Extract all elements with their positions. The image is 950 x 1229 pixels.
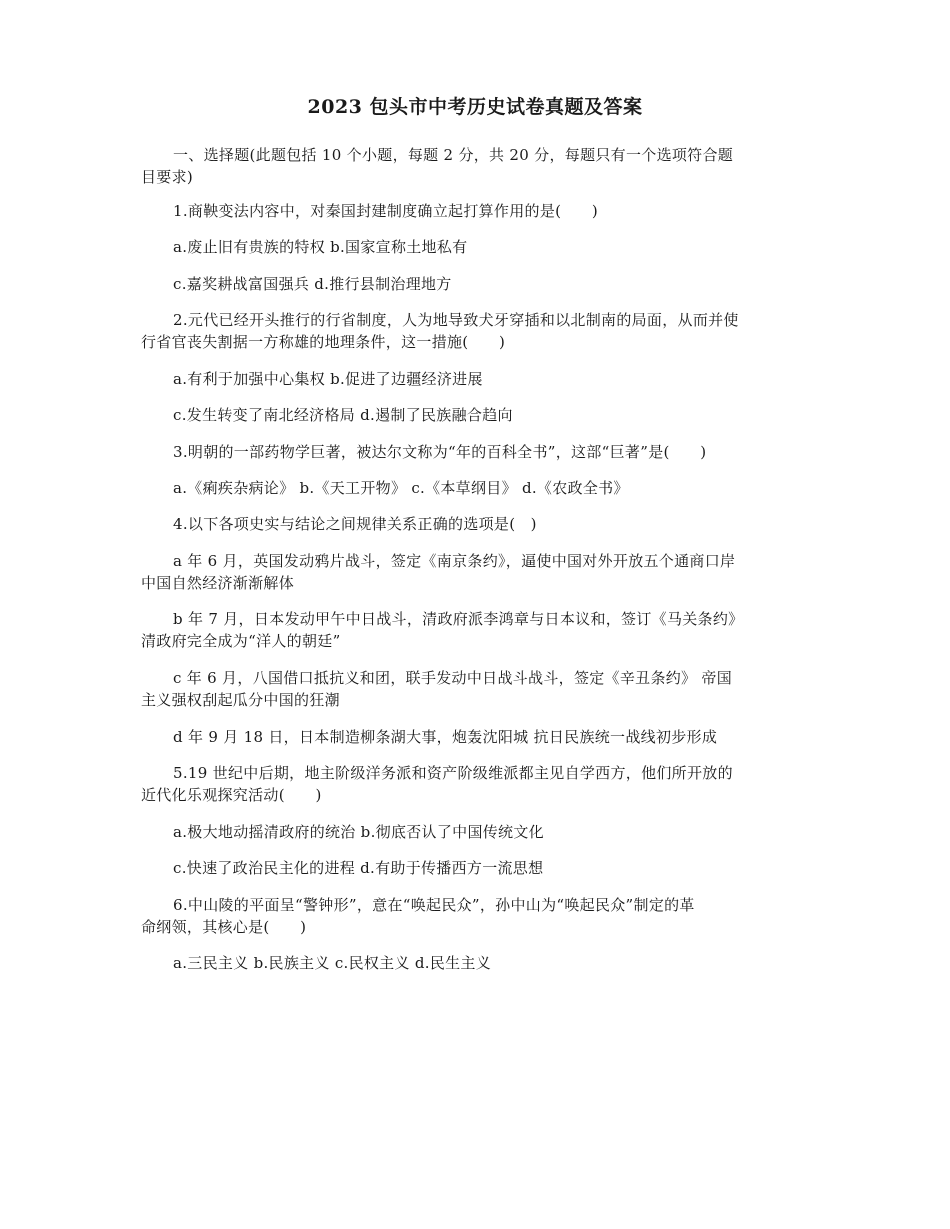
question-3-options: a.《痢疾杂病论》 b.《天工开物》 c.《本草纲目》 d.《农政全书》 (173, 479, 629, 497)
question-2-stem-line-2: 行省官丧失割据一方称雄的地理条件，这一措施( ) (141, 333, 506, 351)
question-5-stem-line-2: 近代化乐观探究活动( ) (141, 786, 322, 804)
question-5-stem-line-1: 5.19 世纪中后期，地主阶级洋务派和资产阶级维派都主见自学西方，他们所开放的 (173, 764, 733, 782)
question-5-stem (141, 762, 809, 806)
question-4-option-a-line-2: 中国自然经济渐渐解体 (141, 574, 295, 592)
question-4-option-c-line-1: c 年 6 月，八国借口抵抗义和团，联手发动中日战斗战斗，签定《辛丑条约》 帝国 (173, 669, 733, 687)
question-4-option-b (141, 608, 809, 652)
question-4-option-d: d 年 9 月 18 日，日本制造柳条湖大事，炮轰沈阳城 抗日民族统一战线初步形成 (173, 728, 718, 746)
question-4-option-a (141, 550, 809, 594)
question-6-stem (141, 894, 809, 938)
section-heading (141, 144, 809, 188)
question-4-option-a-line-1: a 年 6 月，英国发动鸦片战斗，签定《南京条约》，逼使中国对外开放五个通商口岸 (173, 552, 736, 570)
question-4-option-c (141, 667, 809, 711)
question-4-option-b-line-1: b 年 7 月，日本发动甲午中日战斗，清政府派李鸿章与日本议和，签订《马关条约》 (173, 610, 744, 628)
question-1-options-ab: a.废止旧有贵族的特权 b.国家宣称土地私有 (173, 238, 468, 256)
document-title: 2023 包头市中考历史试卷真题及答案 (307, 96, 643, 118)
question-3-stem: 3.明朝的一部药物学巨著，被达尔文称为“年的百科全书”，这部“巨著”是( ) (173, 443, 707, 461)
section-heading-line-2: 目要求) (141, 168, 194, 186)
question-2-stem-line-1: 2.元代已经开头推行的行省制度，人为地导致犬牙穿插和以北制南的局面，从而并使 (173, 311, 739, 329)
question-6-stem-line-1: 6.中山陵的平面呈“警钟形”，意在“唤起民众”，孙中山为“唤起民众”制定的革 (173, 896, 695, 914)
question-4-option-c-line-2: 主义强权刮起瓜分中国的狂潮 (141, 691, 340, 709)
question-2-options-cd: c.发生转变了南北经济格局 d.遏制了民族融合趋向 (173, 406, 513, 424)
question-1-options-cd: c.嘉奖耕战富国强兵 d.推行县制治理地方 (173, 275, 452, 293)
question-2-stem (141, 309, 809, 353)
question-4-option-b-line-2: 清政府完全成为“洋人的朝廷” (141, 632, 341, 650)
question-4-stem: 4.以下各项史实与结论之间规律关系正确的选项是( ) (173, 515, 537, 533)
question-1-stem: 1.商鞅变法内容中，对秦国封建制度确立起打算作用的是( ) (173, 202, 599, 220)
question-6-stem-line-2: 命纲领，其核心是( ) (141, 918, 307, 936)
question-5-options-ab: a.极大地动摇清政府的统治 b.彻底否认了中国传统文化 (173, 823, 544, 841)
question-2-options-ab: a.有利于加强中心集权 b.促进了边疆经济进展 (173, 370, 483, 388)
section-heading-line-1: 一、选择题(此题包括 10 个小题，每题 2 分，共 20 分，每题只有一个选项符合题 (173, 146, 734, 164)
question-6-options: a.三民主义 b.民族主义 c.民权主义 d.民生主义 (173, 954, 492, 972)
question-5-options-cd: c.快速了政治民主化的进程 d.有助于传播西方一流思想 (173, 859, 544, 877)
